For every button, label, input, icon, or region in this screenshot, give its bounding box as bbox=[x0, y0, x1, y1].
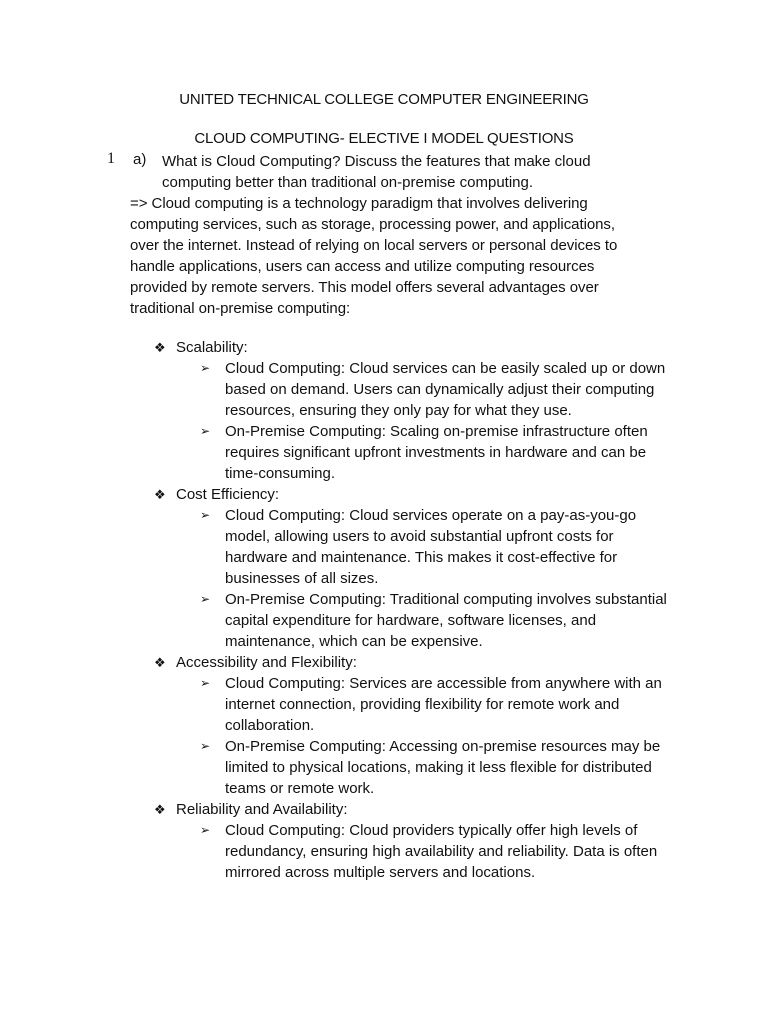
diamond-bullet-icon: ❖ bbox=[154, 655, 166, 670]
feature-point-text: Cloud Computing: Cloud services can be easily scaled up or down based on demand. Users can dynamically adjust their computing resources, ensuring they only pay for what they use. bbox=[225, 360, 666, 419]
feature-point-text: Cloud Computing: Cloud providers typically offer high levels of redundancy, ensuring high availability and reliability. Data is often mirrored across multiple servers and locations. bbox=[225, 822, 658, 881]
features-list bbox=[154, 337, 674, 883]
question-text: What is Cloud Computing? Discuss the features that make cloud computing better than traditional on-premise computing. bbox=[162, 153, 591, 191]
arrow-bullet-icon: ➢ bbox=[200, 508, 211, 522]
diamond-bullet-icon: ❖ bbox=[154, 487, 166, 502]
arrow-bullet-icon: ➢ bbox=[200, 676, 211, 690]
question-number: 1 bbox=[107, 150, 115, 167]
feature-point bbox=[200, 589, 674, 652]
feature-point bbox=[200, 421, 674, 484]
diamond-bullet-icon: ❖ bbox=[154, 340, 166, 355]
arrow-bullet-icon: ➢ bbox=[200, 592, 211, 606]
feature-title: Cost Efficiency: bbox=[176, 486, 280, 503]
feature-item bbox=[154, 484, 674, 505]
feature-point-text: On-Premise Computing: Scaling on-premise infrastructure often requires significant upfront investments in hardware and can be time-consuming. bbox=[225, 423, 648, 482]
feature-point bbox=[200, 820, 674, 883]
arrow-bullet-icon: ➢ bbox=[200, 739, 211, 753]
feature-point bbox=[200, 673, 674, 736]
arrow-bullet-icon: ➢ bbox=[200, 823, 211, 837]
arrow-bullet-icon: ➢ bbox=[200, 424, 211, 438]
arrow-bullet-icon: ➢ bbox=[200, 361, 211, 375]
subject-title: CLOUD COMPUTING- ELECTIVE I MODEL QUESTIONS bbox=[194, 130, 574, 147]
feature-point bbox=[200, 505, 674, 589]
college-title: UNITED TECHNICAL COLLEGE COMPUTER ENGINEERING bbox=[179, 91, 589, 108]
feature-point-text: Cloud Computing: Cloud services operate on a pay-as-you-go model, allowing users to avoid substantial upfront costs for hardware and maintenance. This makes it cost-effective for businesses of all sizes. bbox=[225, 507, 637, 587]
feature-point-text: On-Premise Computing: Traditional computing involves substantial capital expenditure for hardware, software licenses, and maintenance, which can be expensive. bbox=[225, 591, 667, 650]
feature-point bbox=[200, 358, 674, 421]
question-letter: a) bbox=[133, 151, 147, 168]
feature-point bbox=[200, 736, 674, 799]
feature-point-text: Cloud Computing: Services are accessible from anywhere with an internet connection, providing flexibility for remote work and collaboration. bbox=[225, 675, 662, 734]
feature-points bbox=[200, 505, 674, 652]
feature-points bbox=[200, 820, 674, 883]
feature-title: Reliability and Availability: bbox=[176, 801, 348, 818]
diamond-bullet-icon: ❖ bbox=[154, 802, 166, 817]
feature-item bbox=[154, 337, 674, 358]
feature-points bbox=[200, 358, 674, 484]
feature-point-text: On-Premise Computing: Accessing on-premise resources may be limited to physical locations, making it less flexible for distributed teams or remote work. bbox=[225, 738, 661, 797]
feature-title: Accessibility and Flexibility: bbox=[176, 654, 357, 671]
feature-item bbox=[154, 799, 674, 820]
feature-title: Scalability: bbox=[176, 339, 248, 356]
answer-intro: => Cloud computing is a technology paradigm that involves delivering computing services, such as storage, processing power, and applications, over the internet. Instead of relying on local servers or personal devices to handle applications, users can access and utilize computing resources provided by remote servers. This model offers several advantages over traditional on-premise computing: bbox=[130, 195, 618, 317]
feature-points bbox=[200, 673, 674, 799]
feature-item bbox=[154, 652, 674, 673]
